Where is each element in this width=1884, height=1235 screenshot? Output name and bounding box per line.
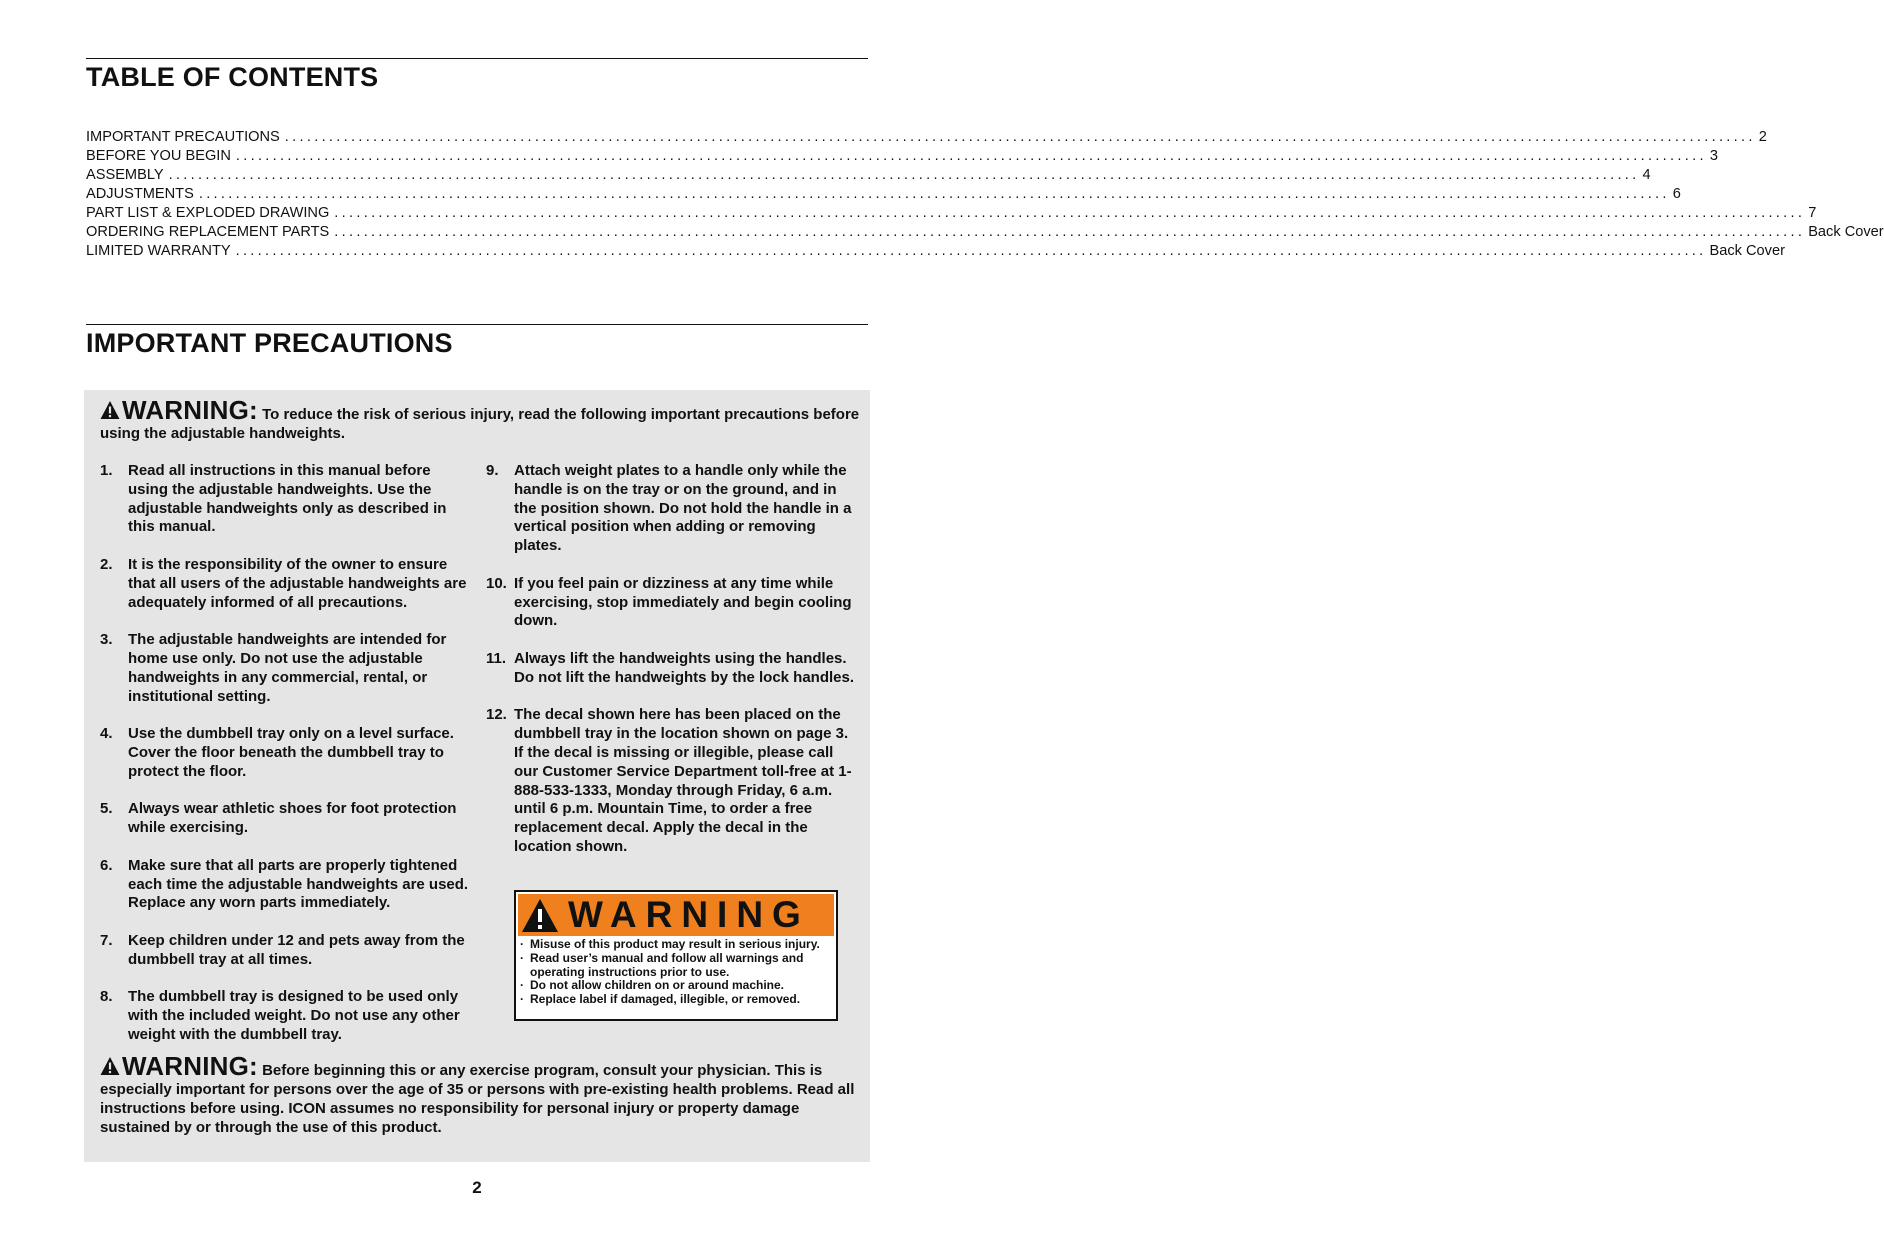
toc-entry-title: IMPORTANT PRECAUTIONS bbox=[86, 129, 280, 145]
precaution-text: The dumbbell tray is designed to be used only with the included weight. Do not use any other weight with the dumbbell tray. bbox=[128, 988, 460, 1043]
toc-entry[interactable] bbox=[86, 204, 1817, 223]
precaution-item bbox=[486, 575, 858, 631]
toc-entry[interactable] bbox=[86, 223, 1884, 242]
precautions-heading: IMPORTANT PRECAUTIONS bbox=[86, 328, 453, 358]
toc-entry[interactable] bbox=[86, 242, 1785, 261]
toc-entry-title: ADJUSTMENTS bbox=[86, 186, 194, 202]
decal-line-text: Do not allow children on or around machine. bbox=[530, 978, 785, 993]
warning-triangle-icon bbox=[100, 400, 120, 420]
toc-entry-title: PART LIST & EXPLODED DRAWING bbox=[86, 205, 330, 221]
precaution-number: 7. bbox=[100, 931, 113, 949]
decal-line bbox=[520, 938, 832, 952]
precaution-text: Keep children under 12 and pets away from the dumbbell tray at all times. bbox=[128, 931, 465, 968]
toc-entry[interactable] bbox=[86, 147, 1718, 166]
toc-list bbox=[86, 128, 1884, 261]
precaution-number: 1. bbox=[100, 462, 113, 479]
toc-dot-leader: ........................................................................................................................................................................................................ bbox=[334, 224, 1806, 240]
precaution-number: 8. bbox=[100, 988, 113, 1006]
toc-entry-page: 3 bbox=[1709, 148, 1718, 164]
decal-line bbox=[520, 993, 832, 1007]
toc-entry-page: Back Cover bbox=[1709, 243, 1785, 259]
precaution-item bbox=[100, 800, 470, 838]
precaution-number: 6. bbox=[100, 856, 113, 874]
warning-intro-text: To reduce the risk of serious injury, read the following important precautions before using the adjustable handweights. bbox=[100, 406, 860, 442]
toc-entry[interactable] bbox=[86, 128, 1767, 147]
final-warning bbox=[100, 1051, 858, 1137]
toc-entry-page: 6 bbox=[1672, 186, 1681, 202]
warning-intro bbox=[100, 395, 860, 443]
precaution-item bbox=[100, 556, 470, 612]
warning-triangle-icon bbox=[100, 1056, 120, 1076]
toc-dot-leader: ........................................................................................................................................................................................................ bbox=[235, 148, 1707, 164]
precaution-number: 5. bbox=[100, 800, 113, 818]
toc-dot-leader: ........................................................................................................................................................................................................ bbox=[198, 186, 1670, 202]
precaution-number: 10. bbox=[486, 574, 507, 592]
final-warning-label: WARNING: bbox=[122, 1051, 258, 1081]
decal-line bbox=[520, 952, 832, 980]
toc-dot-leader: ........................................................................................................................................................................................................ bbox=[168, 167, 1640, 183]
decal-line-text: Misuse of this product may result in serious injury. bbox=[530, 937, 820, 951]
toc-entry-page: Back Cover bbox=[1808, 224, 1884, 240]
warning-triangle-icon bbox=[521, 898, 559, 933]
precaution-item bbox=[100, 932, 470, 970]
precaution-number: 11. bbox=[486, 649, 507, 667]
precaution-item bbox=[100, 462, 470, 537]
precautions-list-right bbox=[486, 462, 858, 876]
toc-entry-title: ORDERING REPLACEMENT PARTS bbox=[86, 224, 330, 240]
toc-entry-title: LIMITED WARRANTY bbox=[86, 243, 231, 259]
toc-dot-leader: ........................................................................................................................................................................................................ bbox=[284, 129, 1756, 145]
decal-line-text: Read user’s manual and follow all warnings and operating instructions prior to use. bbox=[530, 950, 804, 979]
toc-heading: TABLE OF CONTENTS bbox=[86, 62, 379, 92]
precaution-item bbox=[100, 725, 470, 781]
toc-dot-leader: ........................................................................................................................................................................................................ bbox=[334, 205, 1806, 221]
final-warning-text: Before beginning this or any exercise program, consult your physician. This is especially important for persons over the age of 35 or persons with pre-existing health problems. Read all instructions before using. ICON assumes no responsibility for personal injury or property damage sustained by or through the use of this product. bbox=[100, 1062, 855, 1136]
toc-dot-leader: ........................................................................................................................................................................................................ bbox=[235, 243, 1707, 259]
toc-entry-page: 7 bbox=[1808, 205, 1817, 221]
precaution-text: Always wear athletic shoes for foot protection while exercising. bbox=[128, 800, 457, 837]
precautions-list-left bbox=[100, 462, 470, 1064]
decal-header bbox=[518, 894, 834, 936]
toc-top-rule bbox=[86, 58, 868, 59]
decal-bullet: · bbox=[520, 937, 524, 951]
precaution-text: Make sure that all parts are properly tightened each time the adjustable handweights are used. Replace any worn parts immediately. bbox=[128, 856, 469, 912]
decal-bullet: · bbox=[520, 978, 524, 993]
precaution-text: It is the responsibility of the owner to ensure that all users of the adjustable handweights are adequately informed of all precautions. bbox=[128, 555, 467, 611]
decal-bullet: · bbox=[520, 950, 524, 965]
toc-entry[interactable] bbox=[86, 185, 1681, 204]
decal-list bbox=[520, 938, 832, 1007]
decal-title: WARNING bbox=[568, 894, 810, 935]
warning-decal bbox=[514, 890, 838, 1021]
decal-line-text: Replace label if damaged, illegible, or removed. bbox=[530, 992, 801, 1007]
precautions-box bbox=[84, 390, 870, 1162]
toc-entry-title: ASSEMBLY bbox=[86, 167, 164, 183]
toc-entry-title: BEFORE YOU BEGIN bbox=[86, 148, 231, 164]
precaution-number: 3. bbox=[100, 631, 113, 649]
precaution-text: Read all instructions in this manual before using the adjustable handweights. Use the adjustable handweights only as described in this manual. bbox=[128, 462, 447, 536]
precaution-item bbox=[100, 988, 470, 1044]
precaution-item bbox=[100, 631, 470, 706]
precaution-item bbox=[486, 462, 858, 556]
precaution-item bbox=[486, 650, 858, 688]
precaution-number: 2. bbox=[100, 555, 113, 573]
toc-entry[interactable] bbox=[86, 166, 1651, 185]
precaution-text: The decal shown here has been placed on the dumbbell tray in the location shown on page 3. If the decal is missing or illegible, please call our Customer Service Department toll-free at 1-888-533-1333, Monday through Friday, 6 a.m. until 6 p.m. Mountain Time, to order a free replacement decal. Apply the decal in the location shown. bbox=[514, 706, 852, 855]
precaution-item bbox=[100, 857, 470, 913]
precaution-number: 4. bbox=[100, 725, 113, 743]
precaution-text: Use the dumbbell tray only on a level surface. Cover the floor beneath the dumbbell tray to protect the floor. bbox=[128, 725, 454, 780]
precaution-text: Attach weight plates to a handle only while the handle is on the tray or on the ground, and in the position shown. Do not hold the handle in a vertical position when adding or removing plates. bbox=[514, 462, 852, 555]
precaution-item bbox=[486, 706, 858, 856]
toc-entry-page: 2 bbox=[1758, 129, 1767, 145]
precaution-text: Always lift the handweights using the handles. Do not lift the handweights by the lock handles. bbox=[514, 649, 855, 686]
precaution-number: 12. bbox=[486, 706, 507, 724]
decal-bullet: · bbox=[520, 992, 524, 1007]
decal-line bbox=[520, 979, 832, 993]
precautions-top-rule bbox=[86, 324, 868, 325]
toc-entry-page: 4 bbox=[1642, 167, 1651, 183]
precaution-number: 9. bbox=[486, 462, 499, 479]
precaution-text: If you feel pain or dizziness at any time while exercising, stop immediately and begin cooling down. bbox=[514, 574, 852, 630]
page-number: 2 bbox=[472, 1178, 482, 1197]
precaution-text: The adjustable handweights are intended for home use only. Do not use the adjustable handweights in any commercial, rental, or institutional setting. bbox=[128, 631, 447, 705]
warning-label: WARNING: bbox=[122, 395, 258, 425]
